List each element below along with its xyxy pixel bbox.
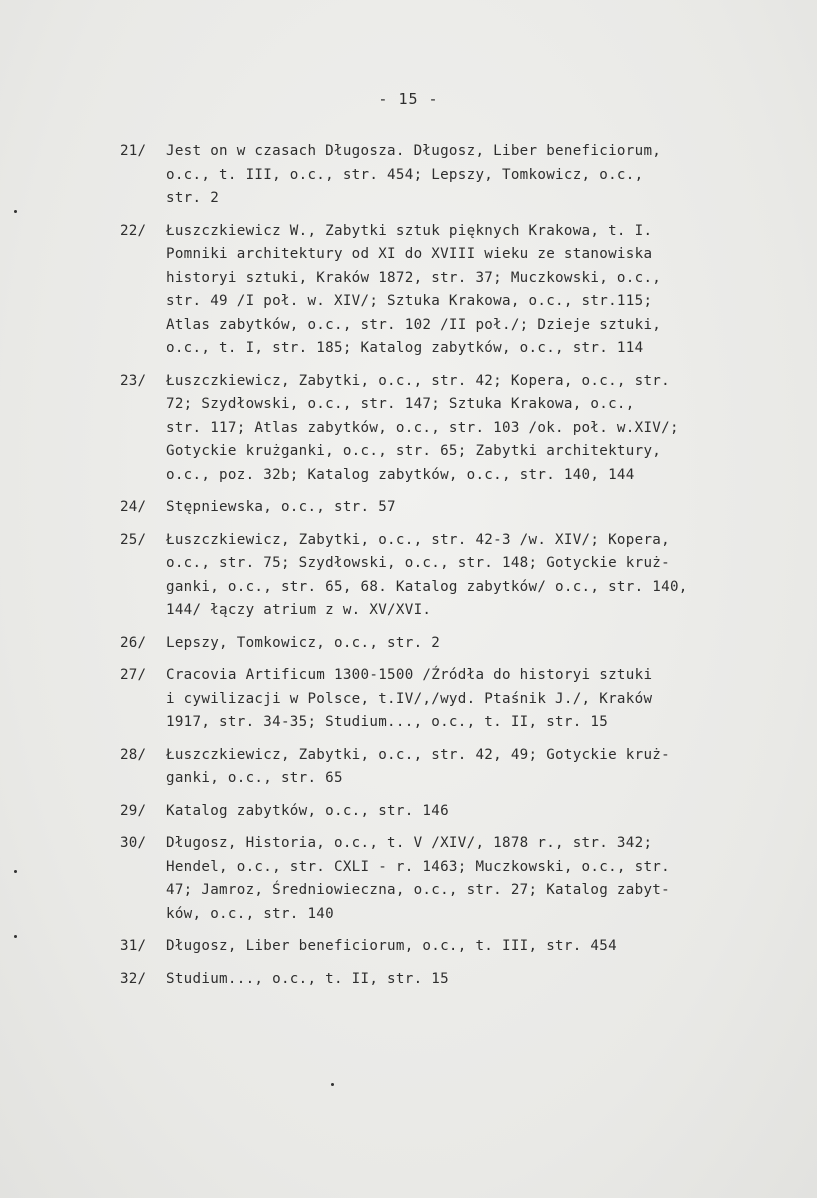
footnote-text	[166, 968, 790, 992]
footnote-text	[166, 935, 790, 959]
footnote-line: str. 49 /I poł. w. XIV/; Sztuka Krakowa, o.c., str.115;	[166, 293, 653, 309]
footnote-28	[120, 744, 790, 791]
footnote-number: 32/	[120, 970, 147, 987]
page-number: - 15 -	[378, 90, 439, 108]
footnote-text	[166, 832, 790, 926]
margin-mark	[331, 1083, 334, 1086]
footnote-line: Katalog zabytków, o.c., str. 146	[166, 802, 449, 819]
footnote-line: o.c., t. III, o.c., str. 454; Lepszy, Tomkowicz, o.c.,	[166, 166, 644, 183]
footnote-line: o.c., str. 75; Szydłowski, o.c., str. 148; Gotyckie kruż-	[166, 555, 670, 571]
footnote-line: str. 117; Atlas zabytków, o.c., str. 103 /ok. poł. w.XIV/;	[166, 419, 679, 436]
footnote-text	[166, 744, 790, 791]
margin-mark	[14, 210, 17, 213]
footnote-number: 27/	[120, 667, 147, 683]
footnote-text	[166, 370, 790, 488]
footnote-line: Długosz, Historia, o.c., t. V /XIV/, 1878 r., str. 342;	[166, 835, 653, 851]
footnote-line: Łuszczkiewicz, Zabytki, o.c., str. 42-3 /w. XIV/; Kopera,	[166, 531, 670, 548]
footnote-line: o.c., t. I, str. 185; Katalog zabytków, o.c., str. 114	[166, 340, 644, 356]
footnote-29	[120, 800, 790, 824]
footnote-line: Cracovia Artificum 1300-1500 /Źródła do historyi sztuki	[166, 667, 653, 683]
footnote-25	[120, 529, 790, 623]
footnote-24	[120, 496, 790, 520]
footnote-31	[120, 935, 790, 959]
footnote-text	[166, 220, 790, 361]
footnote-number: 31/	[120, 938, 147, 954]
footnote-line: i cywilizacji w Polsce, t.IV/,/wyd. Ptaśnik J./, Kraków	[166, 690, 653, 707]
footnote-line: Łuszczkiewicz W., Zabytki sztuk pięknych Krakowa, t. I.	[166, 222, 653, 239]
footnote-text	[166, 800, 790, 824]
footnote-number: 30/	[120, 835, 147, 851]
footnote-line: ków, o.c., str. 140	[166, 905, 334, 922]
footnote-27	[120, 664, 790, 735]
footnote-line: o.c., poz. 32b; Katalog zabytków, o.c., str. 140, 144	[166, 466, 635, 483]
footnote-23	[120, 370, 790, 488]
footnote-number: 28/	[120, 746, 147, 763]
footnote-text	[166, 529, 790, 623]
footnote-text	[166, 632, 790, 656]
footnote-32	[120, 968, 790, 992]
footnote-text	[166, 496, 790, 520]
footnote-line: ganki, o.c., str. 65	[166, 770, 343, 786]
footnote-line: Łuszczkiewicz, Zabytki, o.c., str. 42, 49; Gotyckie kruż-	[166, 746, 670, 763]
footnote-number: 21/	[120, 143, 147, 159]
footnote-line: ganki, o.c., str. 65, 68. Katalog zabytków/ o.c., str. 140,	[166, 578, 688, 595]
footnote-21	[120, 140, 790, 211]
footnote-line: Atlas zabytków, o.c., str. 102 /II poł./; Dzieje sztuki,	[166, 316, 662, 333]
footnote-line: Pomniki architektury od XI do XVIII wieku ze stanowiska	[166, 246, 653, 262]
footnote-number: 29/	[120, 802, 147, 819]
footnote-line: 144/ łączy atrium z w. XV/XVI.	[166, 602, 432, 618]
footnote-line: Długosz, Liber beneficiorum, o.c., t. III, str. 454	[166, 938, 617, 954]
footnote-number: 24/	[120, 499, 147, 515]
footnote-line: 72; Szydłowski, o.c., str. 147; Sztuka Krakowa, o.c.,	[166, 396, 635, 412]
footnote-line: 47; Jamroz, Średniowieczna, o.c., str. 27; Katalog zabyt-	[166, 882, 670, 898]
footnote-text	[166, 664, 790, 735]
margin-mark	[14, 935, 17, 938]
footnotes-list	[120, 140, 790, 1000]
footnote-number: 22/	[120, 222, 147, 239]
footnote-line: historyi sztuki, Kraków 1872, str. 37; Muczkowski, o.c.,	[166, 269, 662, 286]
margin-mark	[14, 870, 17, 873]
footnote-22	[120, 220, 790, 361]
footnote-line: Studium..., o.c., t. II, str. 15	[166, 970, 449, 987]
footnote-line: Stępniewska, o.c., str. 57	[166, 499, 396, 515]
footnote-line: 1917, str. 34-35; Studium..., o.c., t. II, str. 15	[166, 714, 609, 730]
footnote-line: Hendel, o.c., str. CXLI - r. 1463; Muczkowski, o.c., str.	[166, 858, 670, 875]
footnote-line: Gotyckie krużganki, o.c., str. 65; Zabytki architektury,	[166, 443, 662, 459]
footnote-line: Lepszy, Tomkowicz, o.c., str. 2	[166, 634, 441, 651]
footnote-number: 25/	[120, 531, 147, 548]
footnote-26	[120, 632, 790, 656]
footnote-30	[120, 832, 790, 926]
footnote-line: str. 2	[166, 190, 220, 206]
footnote-number: 26/	[120, 634, 147, 651]
footnote-text	[166, 140, 790, 211]
footnote-line: Łuszczkiewicz, Zabytki, o.c., str. 42; Kopera, o.c., str.	[166, 372, 670, 389]
footnote-number: 23/	[120, 372, 147, 389]
footnote-line: Jest on w czasach Długosza. Długosz, Liber beneficiorum,	[166, 143, 662, 159]
